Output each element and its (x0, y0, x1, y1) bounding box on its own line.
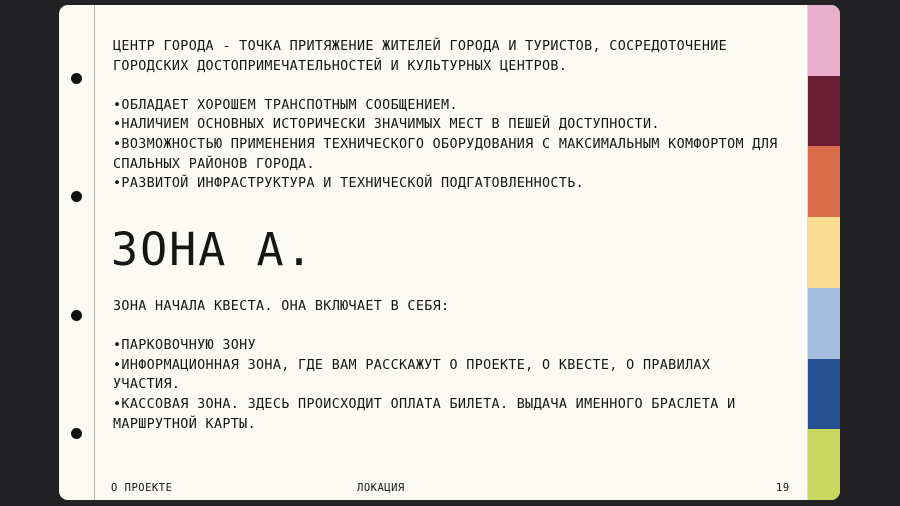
footer-link-about[interactable]: О ПРОЕКТЕ (111, 482, 173, 494)
color-tab-burgundy[interactable] (808, 76, 840, 147)
intro-paragraph: ЦЕНТР ГОРОДА - ТОЧКА ПРИТЯЖЕНИЕ ЖИТЕЛЕЙ ГОРОДА И ТУРИСТОВ, СОСРЕДОТОЧЕНИЕ ГОРОДСКИХ ДОСТОПРИМЕЧАТЕЛЬНОСТЕЙ И КУЛЬТУРНЫХ ЦЕНТРОВ. (113, 39, 728, 74)
zone-bullet: •КАССОВАЯ ЗОНА. ЗДЕСЬ ПРОИСХОДИТ ОПЛАТА БИЛЕТА. ВЫДАЧА ИМЕННОГО БРАСЛЕТА И МАРШРУТНОЙ КАРТЫ. (113, 396, 736, 432)
notebook-page (59, 5, 840, 500)
color-tab-navy[interactable] (808, 359, 840, 430)
binder-hole (71, 191, 82, 202)
zone-title: ЗОНА А. (111, 223, 315, 276)
intro-bullet: •ВОЗМОЖНОСТЬЮ ПРИМЕНЕНИЯ ТЕХНИЧЕСКОГО ОБОРУДОВАНИЯ С МАКСИМАЛЬНЫМ КОМФОРТОМ ДЛЯ СПАЛЬНЫХ РАЙОНОВ ГОРОДА. (113, 136, 778, 172)
intro-bullet: •НАЛИЧИЕМ ОСНОВНЫХ ИСТОРИЧЕСКИ ЗНАЧИМЫХ МЕСТ В ПЕШЕЙ ДОСТУПНОСТИ. (113, 117, 660, 133)
zone-intro: ЗОНА НАЧАЛА КВЕСТА. ОНА ВКЛЮЧАЕТ В СЕБЯ: (113, 299, 450, 314)
zone-bullet: •ИНФОРМАЦИОННАЯ ЗОНА, ГДЕ ВАМ РАССКАЖУТ О ПРОЕКТЕ, О КВЕСТЕ, О ПРАВИЛАХ УЧАСТИЯ. (113, 357, 711, 393)
intro-bullet: •РАЗВИТОЙ ИНФРАСТРУКТУРА И ТЕХНИЧЕСКОЙ ПОДГАТОВЛЕННОСТЬ. (113, 176, 585, 192)
zone-bullet: •ПАРКОВОЧНУЮ ЗОНУ (113, 338, 257, 354)
binder-hole (71, 310, 82, 321)
binder-hole (71, 428, 82, 439)
color-tabs (807, 5, 840, 500)
zone-section (113, 297, 753, 434)
color-tab-yellow[interactable] (808, 217, 840, 288)
margin-line (94, 5, 95, 500)
color-tab-orange[interactable] (808, 146, 840, 217)
color-tab-light-blue[interactable] (808, 288, 840, 359)
footer-link-location[interactable]: ЛОКАЦИЯ (357, 482, 405, 494)
page-number: 19 (776, 482, 790, 494)
color-tab-lime[interactable] (808, 429, 840, 500)
binder-hole (71, 73, 82, 84)
intro-bullet: •ОБЛАДАЕТ ХОРОШЕМ ТРАНСПОТНЫМ СООБЩЕНИЕМ. (113, 97, 458, 113)
color-tab-pink[interactable] (808, 5, 840, 76)
intro-section (113, 37, 803, 194)
